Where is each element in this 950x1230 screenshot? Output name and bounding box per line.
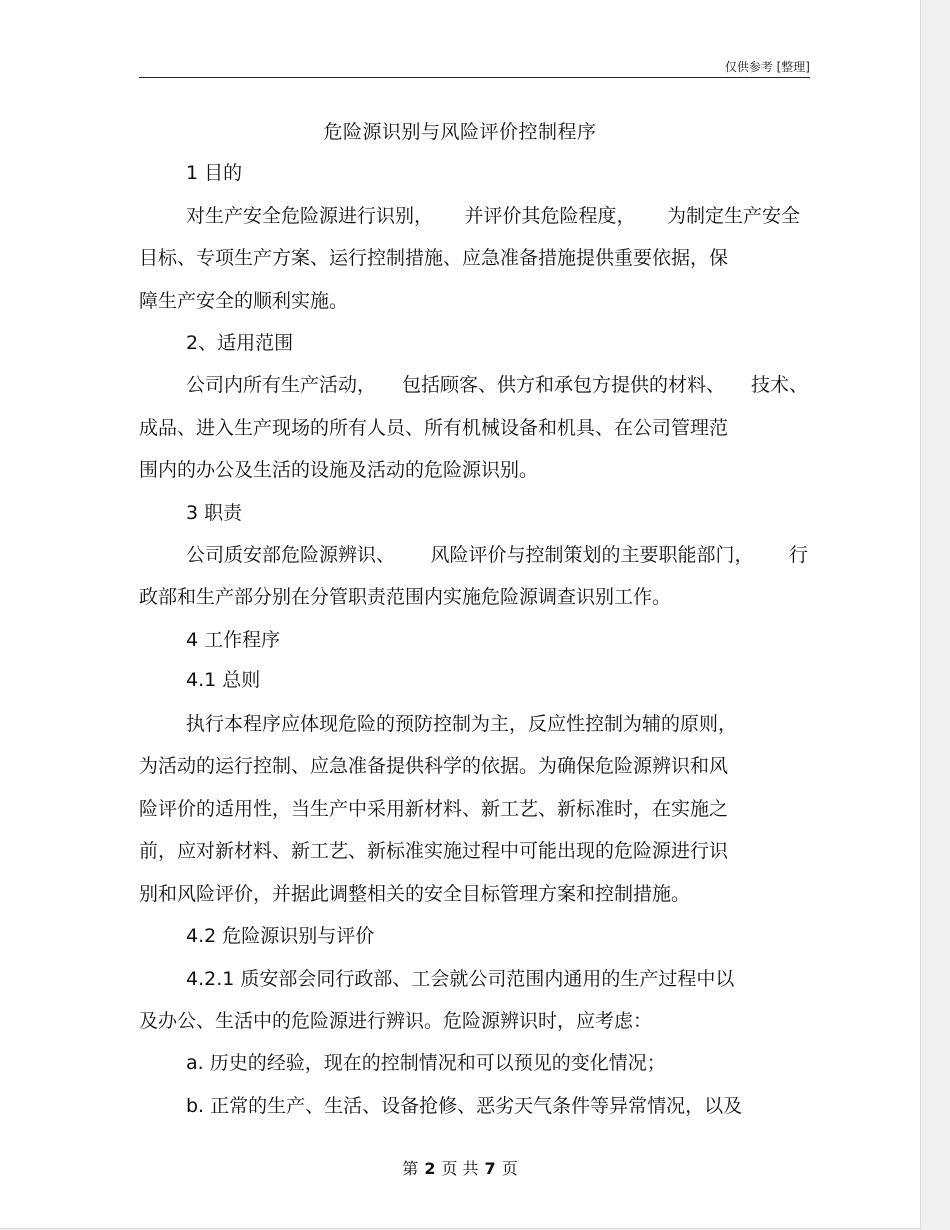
header-rule xyxy=(139,77,810,78)
scope-line-3: 围内的办公及生活的设施及活动的危险源识别。 xyxy=(139,459,539,481)
purpose-line-1-part-2: 并评价其危险程度， xyxy=(464,205,636,227)
duty-line-1-part-3: 行 xyxy=(788,544,808,566)
footer-suffix: 页 xyxy=(501,1159,518,1178)
section-heading-procedure: 4 工作程序 xyxy=(186,629,281,651)
identification-line-2: 及办公、生活中的危险源进行辨识。危险源辨识时，应考虑： xyxy=(139,1010,653,1032)
section-heading-purpose: 1 目的 xyxy=(186,162,243,184)
header-note: 仅供参考 [整理] xyxy=(724,60,810,74)
subsection-heading-general: 4.1 总则 xyxy=(186,669,261,691)
purpose-line-3: 障生产安全的顺利实施。 xyxy=(139,290,349,312)
section-heading-duty: 3 职责 xyxy=(186,502,243,524)
general-line-2: 为活动的运行控制、应急准备提供科学的依据。为确保危险源辨识和风 xyxy=(139,755,729,777)
scope-line-1 xyxy=(186,373,808,397)
identification-line-1: 4.2.1 质安部会同行政部、工会就公司范围内通用的生产过程中以 xyxy=(186,968,735,990)
scope-line-1-part-3: 技术、 xyxy=(750,374,808,396)
general-line-5: 别和风险评价，并据此调整相关的安全目标管理方案和控制措施。 xyxy=(139,883,691,905)
duty-line-1-part-2: 风险评价与控制策划的主要职能部门， xyxy=(430,544,754,566)
duty-line-1 xyxy=(186,543,808,567)
footer-prefix: 第 xyxy=(402,1159,419,1178)
general-line-4: 前，应对新材料、新工艺、新标准实施过程中可能出现的危险源进行识 xyxy=(139,840,729,862)
purpose-line-2: 目标、专项生产方案、运行控制措施、应急准备措施提供重要依据，保 xyxy=(139,247,729,269)
general-line-1: 执行本程序应体现危险的预防控制为主，反应性控制为辅的原则， xyxy=(186,713,738,735)
document-title: 危险源识别与风险评价控制程序 xyxy=(323,121,597,143)
duty-line-2: 政部和生产部分别在分管职责范围内实施危险源调查识别工作。 xyxy=(139,586,672,608)
purpose-line-1-part-3: 为制定生产安全 xyxy=(666,205,800,227)
duty-line-1-part-1: 公司质安部危险源辨识、 xyxy=(186,544,396,566)
section-heading-scope: 2、适用范围 xyxy=(186,332,294,354)
subsection-heading-identification: 4.2 危险源识别与评价 xyxy=(186,925,375,947)
purpose-line-1 xyxy=(186,204,800,228)
identification-item-a: a. 历史的经验，现在的控制情况和可以预见的变化情况； xyxy=(186,1052,666,1074)
scope-line-1-part-2: 包括顾客、供方和承包方提供的材料、 xyxy=(401,374,725,396)
scope-line-1-part-1: 公司内所有生产活动， xyxy=(186,374,377,396)
current-page-number: 2 xyxy=(424,1159,436,1178)
identification-item-b: b. 正常的生产、生活、设备抢修、恶劣天气条件等异常情况，以及 xyxy=(186,1095,743,1117)
scope-line-2: 成品、进入生产现场的所有人员、所有机械设备和机具、在公司管理范 xyxy=(139,417,729,439)
page-footer xyxy=(0,1156,920,1179)
total-pages-number: 7 xyxy=(484,1159,496,1178)
purpose-line-1-part-1: 对生产安全危险源进行识别， xyxy=(186,205,434,227)
footer-middle: 页 共 xyxy=(441,1159,479,1178)
general-line-3: 险评价的适用性，当生产中采用新材料、新工艺、新标准时，在实施之 xyxy=(139,798,729,820)
